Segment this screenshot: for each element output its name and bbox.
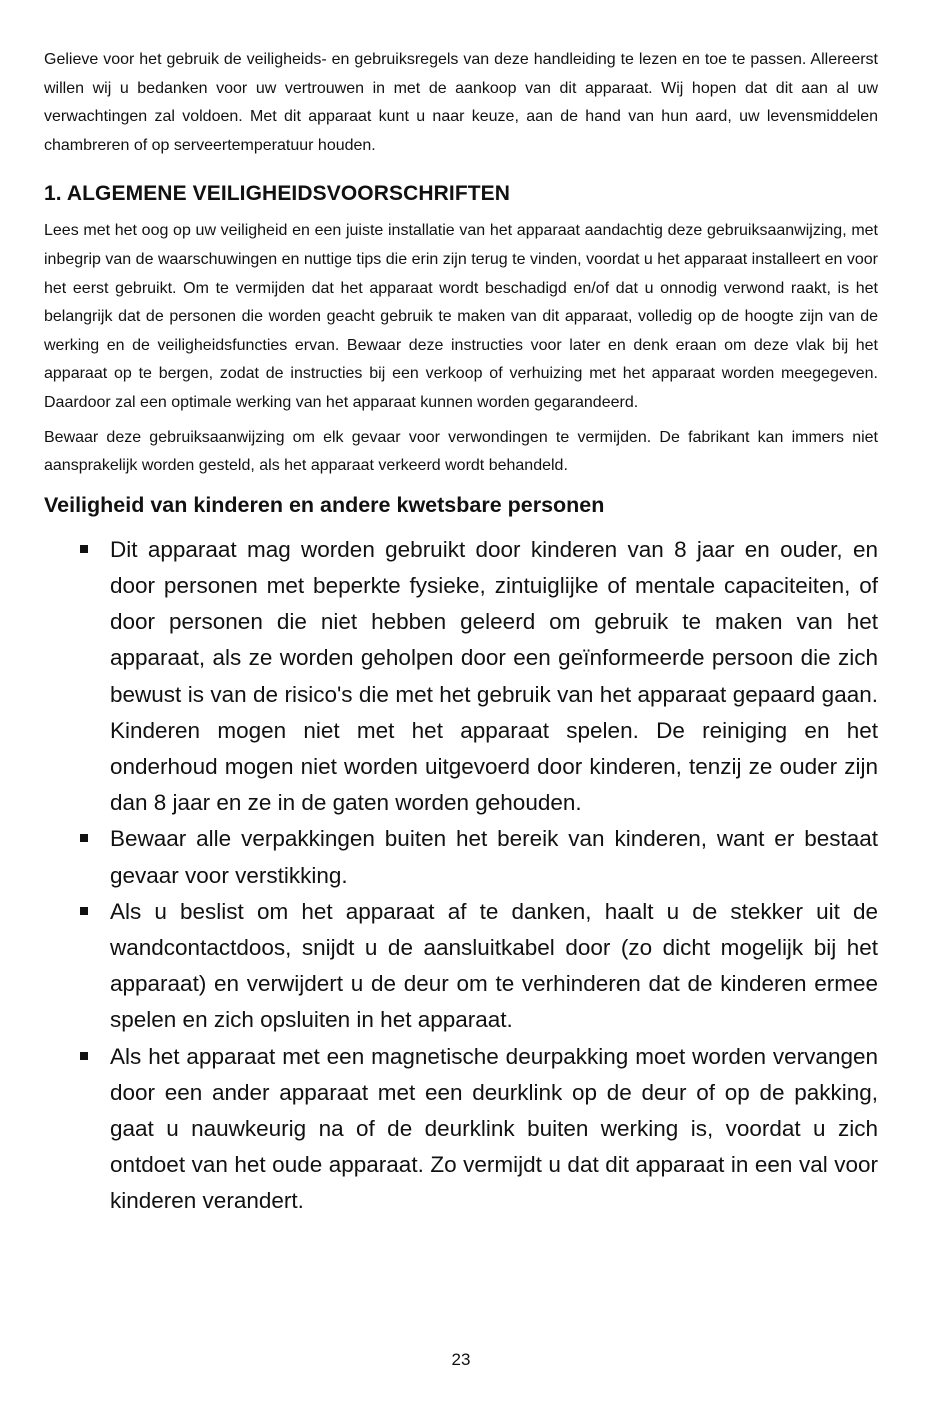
list-item-text: Als u beslist om het apparaat af te danken, haalt u de stekker uit de wandcontactdoos, snijdt u de aansluitkabel door (zo dicht mogelijk bij het apparaat) en verwijdert u de deur om te verhinderen dat de kinderen ermee spelen en zich opsluiten in het apparaat. xyxy=(110,898,878,1033)
square-bullet-icon xyxy=(80,907,88,915)
intro-paragraph: Gelieve voor het gebruik de veiligheids- en gebruiksregels van deze handleiding te lezen en toe te passen. Allereerst willen wij u bedanken voor uw vertrouwen in met de aankoop van dit apparaat. Wij hopen dat dit aan al uw verwachtingen zal voldoen. Met dit apparaat kunt u naar keuze, aan de hand van hun aard, uw levensmiddelen chambreren of op serveertemperatuur houden. xyxy=(44,51,878,154)
subsection-heading: Veiligheid van kinderen en andere kwetsbare personen xyxy=(44,492,605,517)
section-paragraph: Bewaar deze gebruiksaanwijzing om elk gevaar voor verwondingen te vermijden. De fabrikant kan immers niet aansprakelijk worden gesteld, als het apparaat verkeerd wordt behandeld. xyxy=(44,428,878,475)
manual-page xyxy=(44,44,878,1220)
list-item-text: Als het apparaat met een magnetische deurpakking moet worden vervangen door een ander apparaat met een deurklink op de deur of op de pakking, gaat u nauwkeurig na of de deurklink buiten werking is, voordat u zich ontdoet van het oude apparaat. Zo vermijdt u dat dit apparaat in een val voor kinderen verandert. xyxy=(110,1043,878,1214)
list-item xyxy=(44,532,878,822)
bullet-list xyxy=(44,532,878,1220)
page-number: 23 xyxy=(451,1350,471,1369)
square-bullet-icon xyxy=(80,1052,88,1060)
section-heading: 1. ALGEMENE VEILIGHEIDSVOORSCHRIFTEN xyxy=(44,182,511,206)
list-item xyxy=(44,1039,878,1220)
list-item-text: Dit apparaat mag worden gebruikt door kinderen van 8 jaar en ouder, en door personen met beperkte fysieke, zintuiglijke of mentale capaciteiten, of door personen die niet hebben geleerd om gebruik te maken van het apparaat, als ze worden geholpen door een geïnformeerde persoon die zich bewust is van de risico's die met het gebruik van het apparaat gepaard gaan. Kinderen mogen niet met het apparaat spelen. De reiniging en het onderhoud mogen niet worden uitgevoerd door kinderen, tenzij ze ouder zijn dan 8 jaar en ze in de gaten worden gehouden. xyxy=(110,536,878,816)
square-bullet-icon xyxy=(80,834,88,842)
list-item xyxy=(44,894,878,1039)
square-bullet-icon xyxy=(80,545,88,553)
list-item-text: Bewaar alle verpakkingen buiten het bereik van kinderen, want er bestaat gevaar voor verstikking. xyxy=(110,826,878,888)
section-paragraph: Lees met het oog op uw veiligheid en een juiste installatie van het apparaat aandachtig deze gebruiksaanwijzing, met inbegrip van de waarschuwingen en nuttige tips die erin zijn terug te vinden, voordat u het apparaat installeert en voor het eerst gebruikt. Om te vermijden dat het apparaat wordt beschadigd en/of dat u onnodig verwond raakt, is het belangrijk dat de personen die worden geacht gebruik te maken van dit apparaat, volledig op de hoogte zijn van de werking en de veiligheidsfuncties ervan. Bewaar deze instructies voor later en denk eraan om deze vlak bij het apparaat op te bergen, zodat de instructies bij een verkoop of verhuizing met het apparaat worden meegegeven. Daardoor zal een optimale werking van het apparaat kunnen worden gegarandeerd. xyxy=(44,222,878,411)
list-item xyxy=(44,821,878,893)
